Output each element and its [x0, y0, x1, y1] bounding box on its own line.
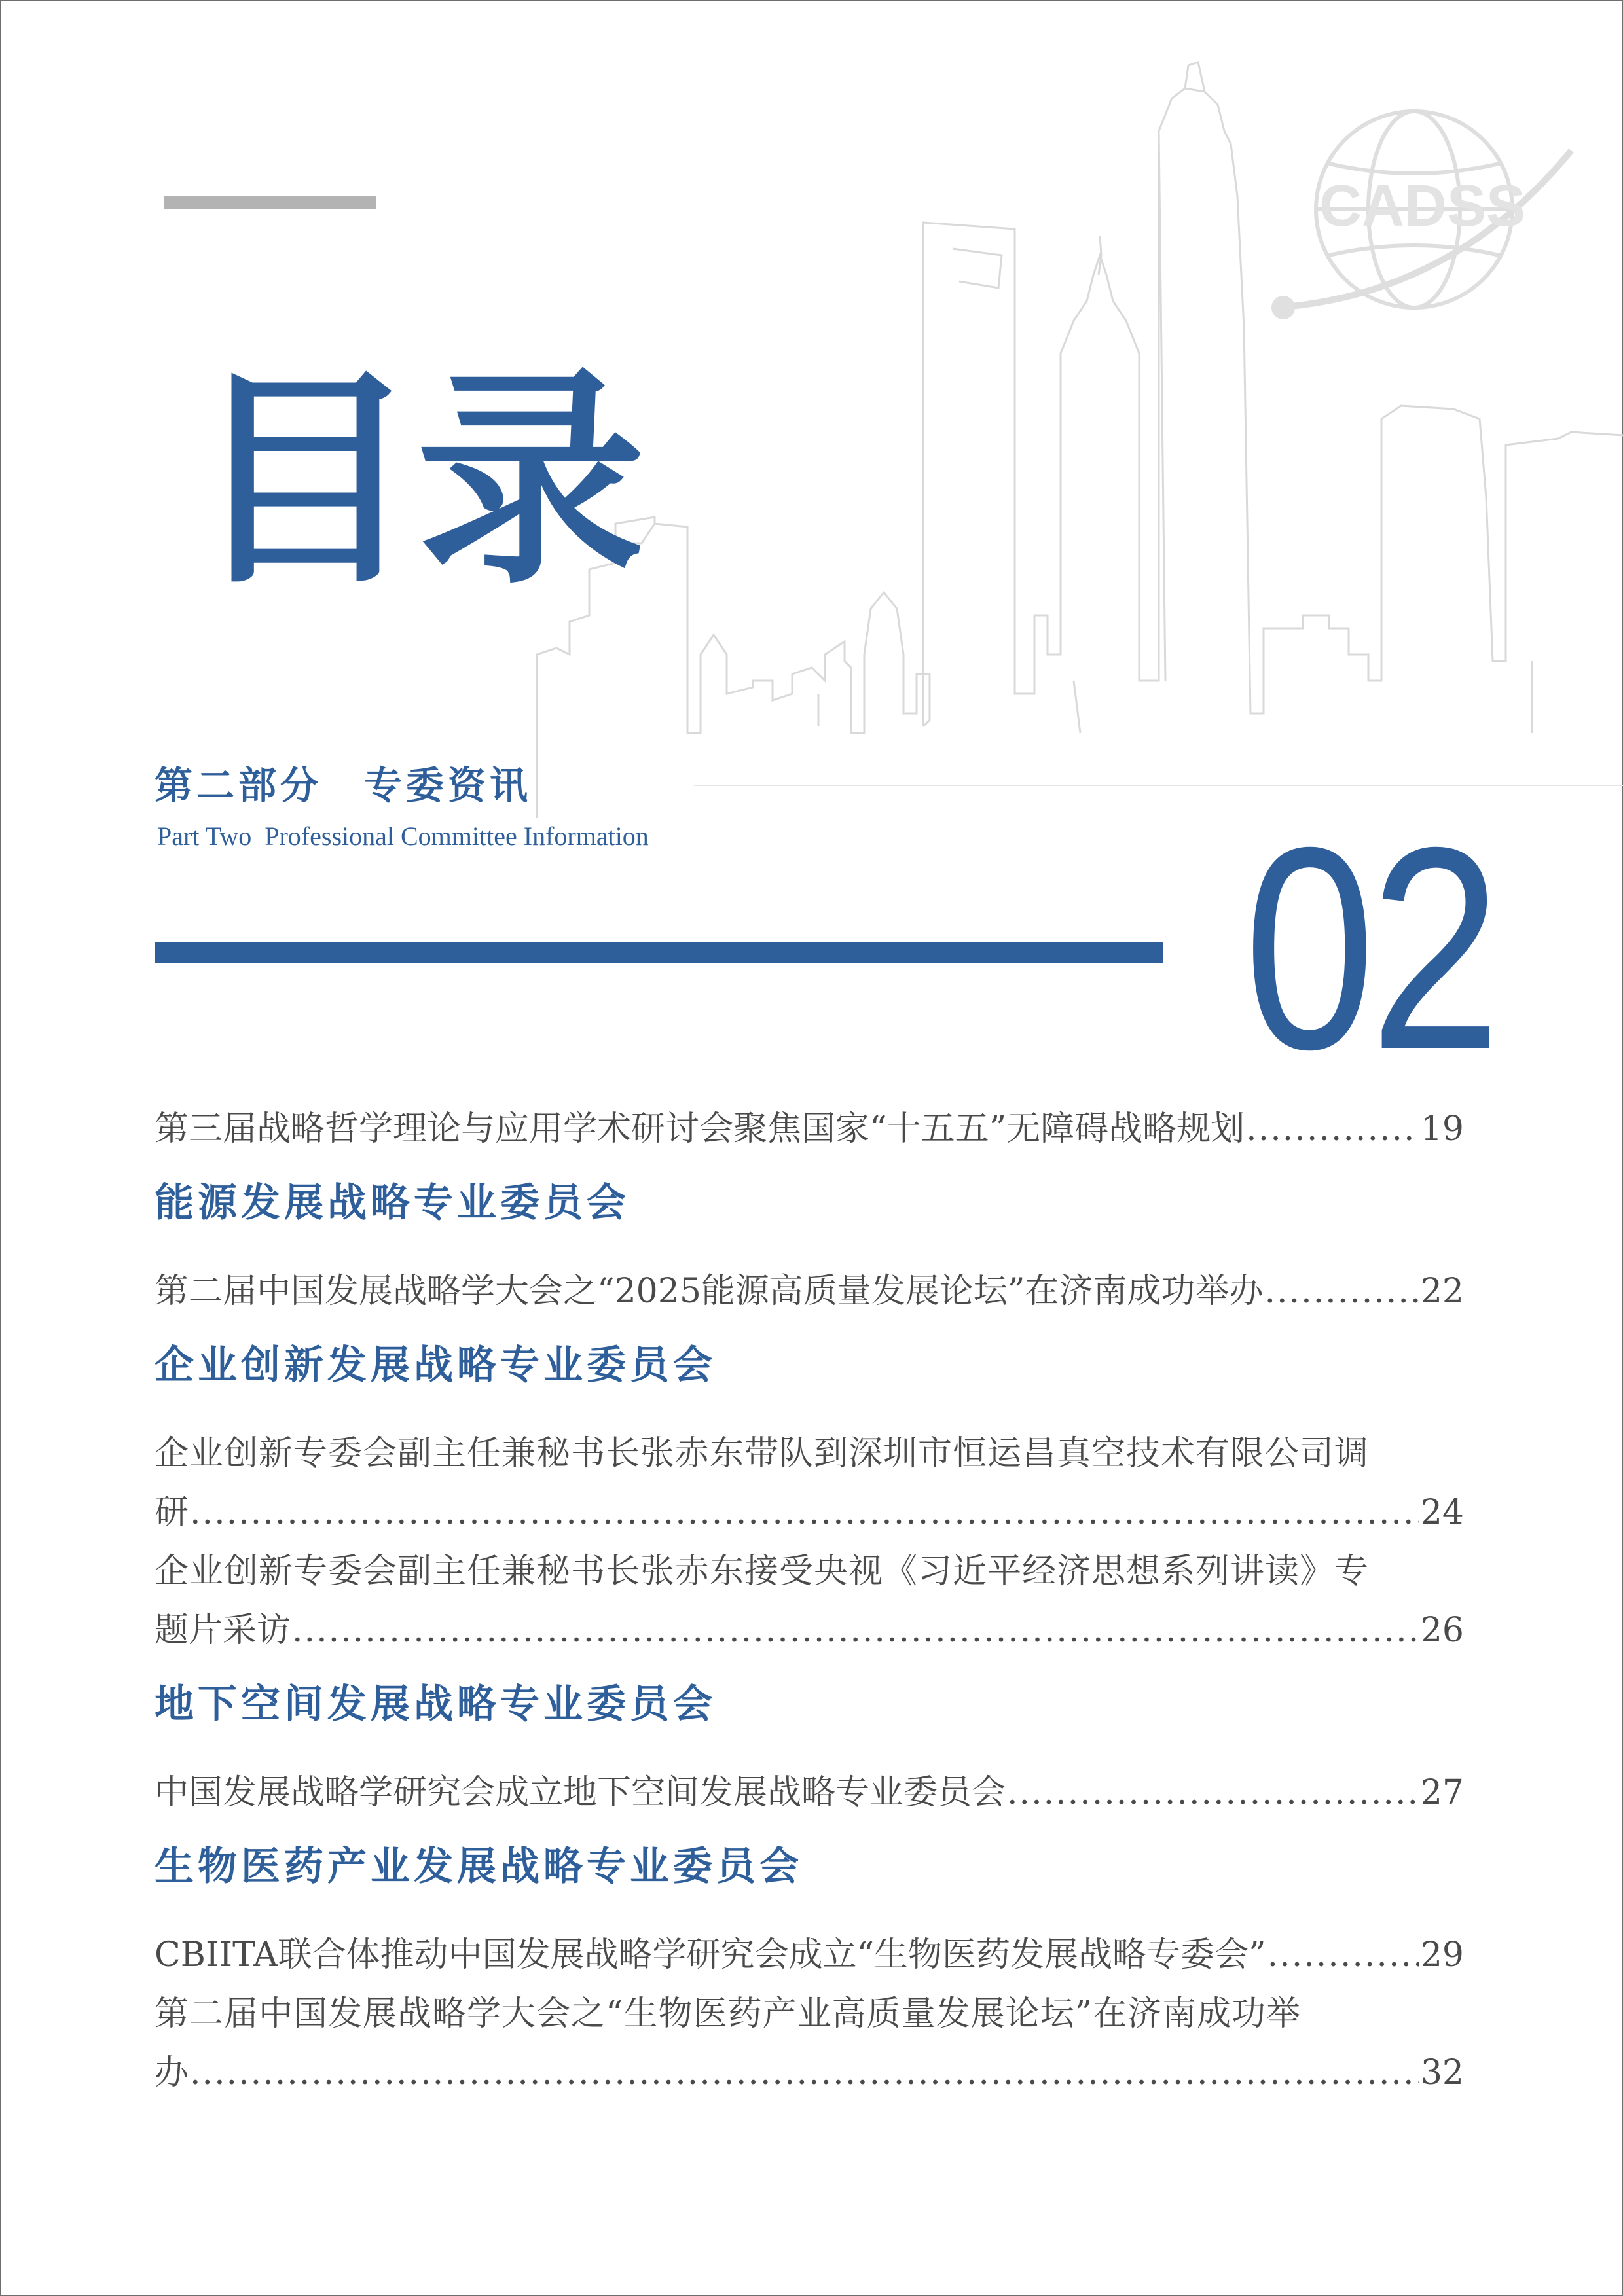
part-subtitle: Part Two Professional Committee Information — [157, 821, 649, 851]
toc-entry-title-line2: 研 — [155, 1493, 189, 1532]
toc-entry-title: 第二届中国发展战略学大会之“2025能源高质量发展论坛”在济南成功举办 — [155, 1272, 1264, 1311]
part-heading: 第二部分 专委资讯 — [155, 763, 532, 808]
toc-leader-dots — [1265, 1262, 1419, 1321]
toc-leader-dots — [1267, 1926, 1419, 1984]
toc-section-title: 企业创新发展战略专业委员会 — [155, 1342, 716, 1388]
toc-entry-title-line1: 企业创新专委会副主任兼秘书长张赤东接受央视《习近平经济思想系列讲读》专 — [155, 1552, 1370, 1591]
toc-entry-title-line2: 办 — [155, 2053, 189, 2092]
part-number: 02 — [1244, 788, 1496, 1109]
toc-leader-dots — [1246, 1100, 1419, 1158]
toc-entry[interactable] — [155, 1763, 1464, 1822]
toc-entry-title-line2: 题片采访 — [155, 1611, 291, 1650]
toc-entry[interactable] — [155, 1424, 1464, 1542]
toc-section-title: 生物医药产业发展战略专业委员会 — [155, 1844, 803, 1890]
toc-leader-dots — [190, 2043, 1419, 2102]
toc-entry-page: 32 — [1420, 2053, 1464, 2092]
top-accent-bar — [164, 196, 376, 209]
toc-entry[interactable] — [155, 1100, 1464, 1158]
toc-entry-page: 29 — [1420, 1935, 1464, 1975]
toc-leader-dots — [292, 1601, 1419, 1660]
toc-entry-page: 22 — [1420, 1272, 1464, 1311]
toc-leader-dots — [190, 1483, 1419, 1542]
toc-entry-title: 中国发展战略学研究会成立地下空间发展战略专业委员会 — [155, 1773, 1006, 1812]
toc-entry-page: 19 — [1420, 1109, 1464, 1149]
toc-leader-dots — [1007, 1763, 1419, 1822]
toc-entry-page: 27 — [1420, 1773, 1464, 1812]
toc-entry-page: 26 — [1420, 1611, 1464, 1650]
toc-section-title: 地下空间发展战略专业委员会 — [155, 1681, 716, 1727]
toc-entry[interactable] — [155, 1984, 1464, 2102]
cadss-logo-icon — [1257, 98, 1597, 334]
toc-entry[interactable] — [155, 1262, 1464, 1321]
toc-entry-page: 24 — [1420, 1493, 1464, 1532]
svg-text:CADSS: CADSS — [1319, 173, 1526, 239]
page-title: 目录 — [190, 348, 643, 615]
toc-entry[interactable] — [155, 1542, 1464, 1660]
section-divider — [155, 942, 1163, 963]
toc-entry[interactable] — [155, 1926, 1464, 1984]
toc-entry-title-line1: 第二届中国发展战略学大会之“生物医药产业高质量发展论坛”在济南成功举 — [155, 1994, 1302, 2034]
toc-entry-title-line1: 企业创新专委会副主任兼秘书长张赤东带队到深圳市恒运昌真空技术有限公司调 — [155, 1434, 1370, 1473]
table-of-contents — [155, 1100, 1464, 2102]
toc-entry-title: CBIITA联合体推动中国发展战略学研究会成立“生物医药发展战略专委会” — [155, 1935, 1266, 1975]
toc-section-title: 能源发展战略专业委员会 — [155, 1180, 630, 1226]
toc-entry-title: 第三届战略哲学理论与应用学术研讨会聚焦国家“十五五”无障碍战略规划 — [155, 1109, 1245, 1149]
